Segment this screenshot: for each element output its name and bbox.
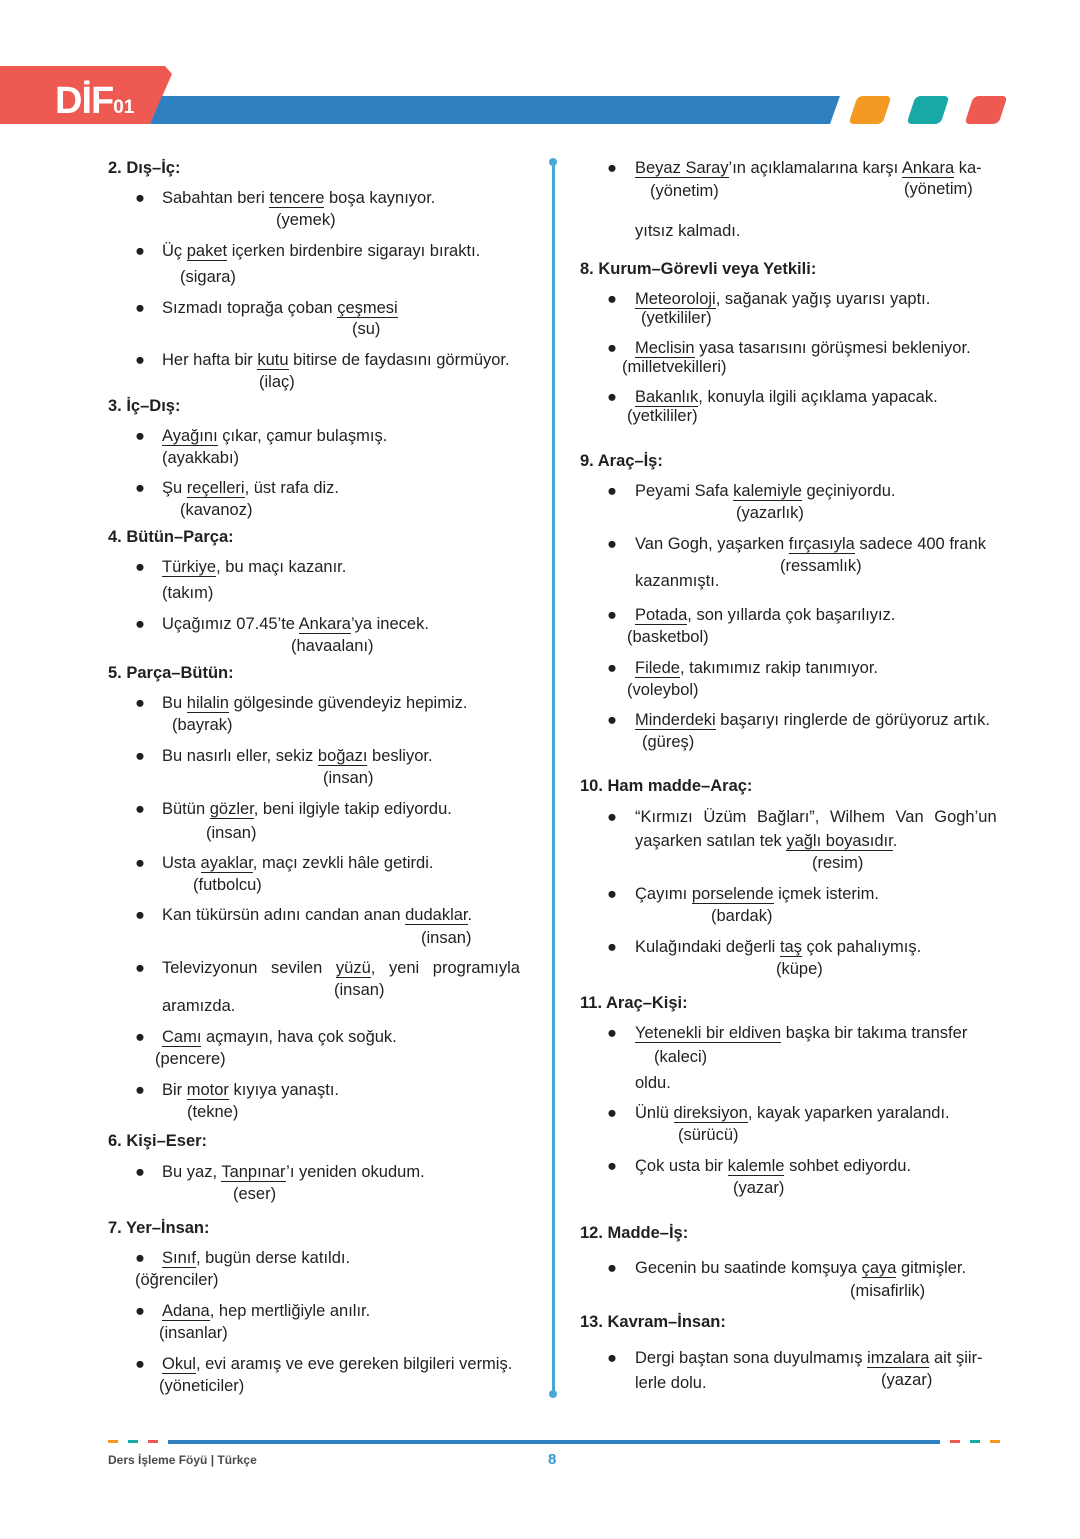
example-sentence: Kulağındaki değerli taş çok pahalıymış.: [635, 938, 922, 956]
bullet: ●: [607, 711, 617, 729]
example-sentence: Filede, takımımız rakip tanımıyor.: [635, 659, 879, 677]
header-blue-bar: [150, 96, 840, 124]
bullet: ●: [607, 1024, 617, 1042]
example-sentence: Şu reçelleri, üst rafa diz.: [162, 479, 340, 497]
meaning-hint: (insan): [334, 981, 385, 999]
section-heading: 13. Kavram–İnsan:: [580, 1313, 726, 1331]
divider-top-dot: [549, 158, 557, 166]
orange-decoration: [848, 96, 891, 124]
bullet: ●: [135, 189, 145, 207]
example-sentence: Kan tükürsün adını candan anan dudaklar.: [162, 906, 473, 924]
teal-decoration: [906, 96, 949, 124]
bullet: ●: [135, 854, 145, 872]
example-sentence: Ünlü direksiyon, kayak yaparken yaralandı.: [635, 1104, 950, 1122]
divider-bottom-dot: [549, 1390, 557, 1398]
example-sentence: “Kırmızı Üzüm Bağları”, Wilhem Van Gogh’un: [635, 808, 997, 826]
example-sentence: Bu hilalin gölgesinde güvendeyiz hepimiz.: [162, 694, 468, 712]
section-heading: 11. Araç–Kişi:: [580, 994, 688, 1012]
meaning-hint: (bardak): [711, 907, 773, 925]
meaning-hint: (futbolcu): [193, 876, 262, 894]
example-sentence: Camı açmayın, hava çok soğuk.: [162, 1028, 397, 1046]
meaning-hint: (yemek): [276, 211, 336, 229]
sentence-continuation: oldu.: [635, 1074, 671, 1092]
bullet: ●: [607, 535, 617, 553]
example-sentence-line2: yaşarken satılan tek yağlı boyasıdır.: [635, 832, 898, 850]
example-sentence: Bir motor kıyıya yanaştı.: [162, 1081, 339, 1099]
meaning-hint: (ilaç): [259, 373, 295, 391]
meaning-hint: (güreş): [642, 733, 695, 751]
meaning-hint: (voleybol): [627, 681, 699, 699]
section-heading: 9. Araç–İş:: [580, 452, 663, 470]
example-sentence: Sınıf, bugün derse katıldı.: [162, 1249, 351, 1267]
footer-line: [168, 1440, 940, 1444]
footer-dash-red: [950, 1440, 960, 1443]
bullet: ●: [135, 694, 145, 712]
meaning-hint: (yazarlık): [736, 504, 804, 522]
bullet: ●: [135, 242, 145, 260]
example-sentence: Okul, evi aramış ve eve gereken bilgileri vermiş.: [162, 1355, 513, 1373]
meaning-hint: (milletvekilleri): [622, 358, 727, 376]
bullet: ●: [607, 388, 617, 406]
bullet: ●: [135, 299, 145, 317]
bullet: ●: [607, 159, 617, 177]
footer-dash-teal: [970, 1440, 980, 1443]
meaning-hint: (ayakkabı): [162, 449, 240, 467]
bullet: ●: [607, 1259, 617, 1277]
meaning-hint: (resim): [812, 854, 864, 872]
meaning-hint: (yönetim): [904, 180, 973, 198]
meaning-hint: (basketbol): [627, 628, 709, 646]
example-sentence: Ayağını çıkar, çamur bulaşmış.: [162, 427, 388, 445]
brand-logo: DİF01: [55, 80, 135, 122]
meaning-hint: (yazar): [881, 1371, 933, 1389]
example-sentence: Minderdeki başarıyı ringlerde de görüyoruz artık.: [635, 711, 990, 729]
section-heading: 6. Kişi–Eser:: [108, 1132, 208, 1150]
example-sentence: Çok usta bir kalemle sohbet ediyordu.: [635, 1157, 912, 1175]
example-sentence: Meclisin yasa tasarısını görüşmesi bekleniyor.: [635, 339, 971, 357]
bullet: ●: [607, 938, 617, 956]
footer-title: Ders İşleme Föyü | Türkçe: [108, 1453, 257, 1467]
bullet: ●: [135, 479, 145, 497]
bullet: ●: [135, 1081, 145, 1099]
example-sentence: Usta ayaklar, maçı zevkli hâle getirdi.: [162, 854, 434, 872]
bullet: ●: [135, 1302, 145, 1320]
section-heading: 3. İç–Dış:: [108, 397, 181, 415]
section-heading: 12. Madde–İş:: [580, 1224, 689, 1242]
section-heading: 10. Ham madde–Araç:: [580, 777, 753, 795]
bullet: ●: [135, 1355, 145, 1373]
bullet: ●: [607, 606, 617, 624]
unit-number: 01: [113, 97, 135, 118]
bullet: ●: [607, 808, 617, 826]
meaning-hint: (pencere): [155, 1050, 226, 1068]
meaning-hint: (yetkililer): [641, 309, 712, 327]
example-sentence: Bütün gözler, beni ilgiyle takip ediyordu.: [162, 800, 452, 818]
example-sentence: Van Gogh, yaşarken fırçasıyla sadece 400 frank: [635, 535, 986, 553]
example-sentence: Türkiye, bu maçı kazanır.: [162, 558, 347, 576]
section-heading: 8. Kurum–Görevli veya Yetkili:: [580, 260, 817, 278]
example-sentence: Bu nasırlı eller, sekiz boğazı besliyor.: [162, 747, 433, 765]
red-decoration: [964, 96, 1007, 124]
footer-dash-red: [148, 1440, 158, 1443]
example-sentence: Bakanlık, konuyla ilgili açıklama yapacak.: [635, 388, 938, 406]
meaning-hint: (kaleci): [654, 1048, 708, 1066]
example-sentence: Gecenin bu saatinde komşuya çaya gitmişler.: [635, 1259, 967, 1277]
example-sentence: Çayımı porselende içmek isterim.: [635, 885, 879, 903]
meaning-hint: (küpe): [776, 960, 823, 978]
meaning-hint: (kavanoz): [180, 501, 253, 519]
example-sentence: Uçağımız 07.45’te Ankara’ya inecek.: [162, 615, 429, 633]
bullet: ●: [135, 351, 145, 369]
bullet: ●: [607, 885, 617, 903]
sentence-continuation: aramızda.: [162, 997, 236, 1015]
meaning-hint: (su): [352, 320, 381, 338]
example-sentence: Adana, hep mertliğiyle anılır.: [162, 1302, 371, 1320]
bullet: ●: [135, 1028, 145, 1046]
meaning-hint: (yöneticiler): [159, 1377, 245, 1395]
example-sentence: Yetenekli bir eldiven başka bir takıma transfer: [635, 1024, 968, 1042]
example-sentence: Dergi baştan sona duyulmamış imzalara ait şiir-: [635, 1349, 983, 1367]
bullet: ●: [135, 906, 145, 924]
bullet: ●: [607, 1349, 617, 1367]
example-sentence: Beyaz Saray’ın açıklamalarına karşı Ankara ka-: [635, 159, 982, 177]
section-heading: 5. Parça–Bütün:: [108, 664, 234, 682]
example-sentence: Üç paket içerken birdenbire sigarayı bıraktı.: [162, 242, 481, 260]
meaning-hint: (eser): [233, 1185, 277, 1203]
bullet: ●: [607, 1157, 617, 1175]
bullet: ●: [135, 959, 145, 977]
bullet: ●: [135, 747, 145, 765]
footer-dash-orange: [108, 1440, 118, 1443]
bullet: ●: [135, 427, 145, 445]
section-heading: 2. Dış–İç:: [108, 159, 181, 177]
meaning-hint: (yazar): [733, 1179, 785, 1197]
example-sentence: Televizyonun sevilen yüzü, yeni programıyla: [162, 959, 520, 977]
sentence-continuation: kazanmıştı.: [635, 572, 720, 590]
bullet: ●: [607, 482, 617, 500]
meaning-hint: (öğrenciler): [135, 1271, 219, 1289]
footer-dash-orange: [990, 1440, 1000, 1443]
meaning-hint: (tekne): [187, 1103, 239, 1121]
meaning-hint: (bayrak): [172, 716, 233, 734]
meaning-hint: (takım): [162, 584, 214, 602]
bullet: ●: [135, 615, 145, 633]
meaning-hint: (yönetim): [650, 182, 719, 200]
bullet: ●: [135, 800, 145, 818]
footer-dash-teal: [128, 1440, 138, 1443]
column-divider: [552, 162, 555, 1394]
meaning-hint: (insanlar): [159, 1324, 228, 1342]
example-sentence: Potada, son yıllarda çok başarılıyız.: [635, 606, 896, 624]
section-heading: 4. Bütün–Parça:: [108, 528, 234, 546]
example-sentence: Peyami Safa kalemiyle geçiniyordu.: [635, 482, 896, 500]
bullet: ●: [607, 339, 617, 357]
meaning-hint: (sürücü): [678, 1126, 739, 1144]
bullet: ●: [607, 290, 617, 308]
example-sentence: Her hafta bir kutu bitirse de faydasını görmüyor.: [162, 351, 510, 369]
meaning-hint: (havaalanı): [291, 637, 374, 655]
meaning-hint: (yetkililer): [627, 407, 698, 425]
meaning-hint: (insan): [323, 769, 374, 787]
meaning-hint: (insan): [421, 929, 472, 947]
example-sentence: Bu yaz, Tanpınar’ı yeniden okudum.: [162, 1163, 425, 1181]
meaning-hint: (misafirlik): [850, 1282, 926, 1300]
bullet: ●: [607, 1104, 617, 1122]
bullet: ●: [607, 659, 617, 677]
meaning-hint: (ressamlık): [780, 557, 862, 575]
bullet: ●: [135, 558, 145, 576]
page-number: 8: [548, 1451, 557, 1468]
bullet: ●: [135, 1249, 145, 1267]
bullet: ●: [135, 1163, 145, 1181]
sentence-continuation: lerle dolu.: [635, 1374, 707, 1392]
example-sentence: Meteoroloji, sağanak yağış uyarısı yaptı.: [635, 290, 931, 308]
meaning-hint: (sigara): [180, 268, 236, 286]
meaning-hint: (insan): [206, 824, 257, 842]
sentence-continuation: yıtsız kalmadı.: [635, 222, 741, 240]
example-sentence: Sızmadı toprağa çoban çeşmesi: [162, 299, 398, 317]
example-sentence: Sabahtan beri tencere boşa kaynıyor.: [162, 189, 436, 207]
section-heading: 7. Yer–İnsan:: [108, 1219, 210, 1237]
